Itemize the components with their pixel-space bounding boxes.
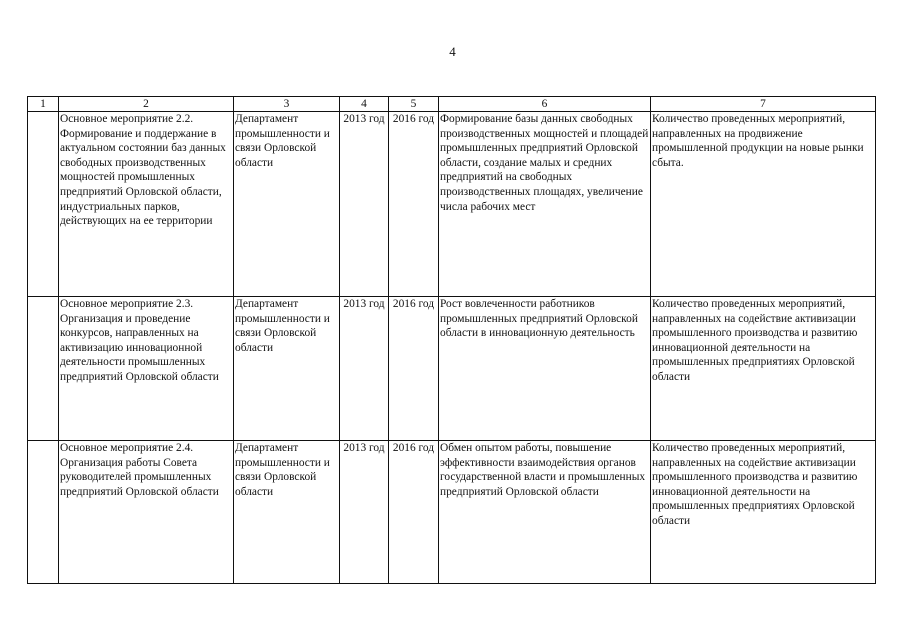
start-year-text: 2013 год [343, 442, 385, 454]
executor-text: Департамент промышленности и связи Орловской области [235, 113, 330, 169]
activity-text: Основное мероприятие 2.4. Организация работы Совета руководителей промышленных предприятий Орловской области [60, 442, 219, 498]
executor-text: Департамент промышленности и связи Орловской области [235, 298, 330, 354]
end-year-cell [389, 297, 439, 441]
result-text: Рост вовлеченности работников промышленных предприятий Орловской области в инновационную деятельность [440, 298, 638, 340]
indicator-text: Количество проведенных мероприятий, направленных на содействие активизации промышленного производства и развитию инновационной деятельности на промышленных предприятиях Орловской области [652, 442, 858, 527]
result-cell [439, 297, 651, 441]
executor-cell [234, 441, 340, 584]
table-row [28, 441, 876, 584]
column-number: 2 [59, 97, 234, 112]
activity-text: Основное мероприятие 2.2. Формирование и поддержание в актуальном состоянии баз данных свободных производственных мощностей промышленных предприятий Орловской области, индустриальных парков, действующих на ее территории [60, 113, 226, 228]
executor-text: Департамент промышленности и связи Орловской области [235, 442, 330, 498]
executor-cell [234, 112, 340, 297]
column-number-row [28, 97, 876, 112]
column-number: 5 [389, 97, 439, 112]
indicator-cell [651, 112, 876, 297]
end-year-text: 2016 год [392, 113, 435, 125]
start-year-cell [340, 441, 389, 584]
table-row [28, 297, 876, 441]
activity-text: Основное мероприятие 2.3. Организация и проведение конкурсов, направленных на активизацию инновационной деятельности промышленных предприятий Орловской области [60, 298, 219, 383]
indicator-cell [651, 297, 876, 441]
row-number-cell [28, 441, 59, 584]
row-number-cell [28, 112, 59, 297]
end-year-text: 2016 год [392, 442, 435, 454]
activities-table [27, 96, 876, 584]
result-cell [439, 441, 651, 584]
column-number: 4 [340, 97, 389, 112]
end-year-cell [389, 112, 439, 297]
activity-cell [59, 441, 234, 584]
activity-cell [59, 297, 234, 441]
end-year-cell [389, 441, 439, 584]
start-year-text: 2013 год [343, 113, 385, 125]
table-row [28, 112, 876, 297]
indicator-text: Количество проведенных мероприятий, направленных на содействие активизации промышленного производства и развитию инновационной деятельности на промышленных предприятиях Орловской области [652, 298, 858, 383]
start-year-text: 2013 год [343, 298, 385, 310]
row-number-cell [28, 297, 59, 441]
result-cell [439, 112, 651, 297]
start-year-cell [340, 112, 389, 297]
activity-cell [59, 112, 234, 297]
column-number: 6 [439, 97, 651, 112]
end-year-text: 2016 год [392, 298, 435, 310]
result-text: Обмен опытом работы, повышение эффективности взаимодействия органов государственной власти и промышленных предприятий Орловской области [440, 442, 646, 498]
column-number: 7 [651, 97, 876, 112]
column-number: 3 [234, 97, 340, 112]
indicator-cell [651, 441, 876, 584]
executor-cell [234, 297, 340, 441]
start-year-cell [340, 297, 389, 441]
indicator-text: Количество проведенных мероприятий, направленных на продвижение промышленной продукции на новые рынки сбыта. [652, 113, 864, 169]
column-number: 1 [28, 97, 59, 112]
result-text: Формирование базы данных свободных производственных мощностей и площадей промышленных предприятий Орловской области, создание малых и средних предприятий на свободных производственных площадях, увеличение числа рабочих мест [440, 113, 649, 213]
page-number: 4 [449, 44, 456, 59]
